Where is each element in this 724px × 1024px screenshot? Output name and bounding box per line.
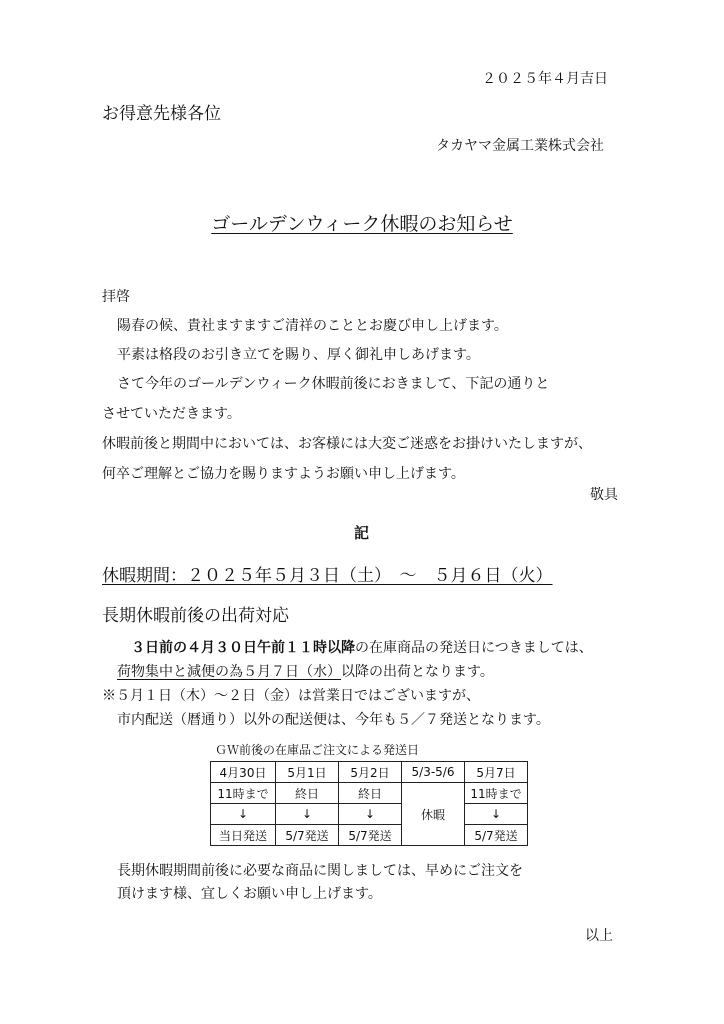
holiday-period: 休暇期間：２０２５年５月３日（土） ～ ５月６日（火） [102,566,553,586]
shipping-note-2: 市内配送（暦通り）以外の配送便は、今年も５／７発送となります。 [117,712,550,728]
sender-company: タカヤマ金属工業株式会社 [436,138,604,154]
down-arrow-icon: ↓ [339,804,402,825]
table-header-cell: 5/3-5/6 [402,762,465,783]
table-caption: ＧＷ前後の在庫品ご注文による発送日 [215,743,420,757]
body-line: 休暇前後と期間中においては、お客様には大変ご迷惑をお掛けいたしますが、 [102,436,592,452]
closing-salutation: 敬具 [590,487,618,503]
down-arrow-icon: ↓ [211,804,276,825]
recipient: お得意先様各位 [102,104,221,124]
shipping-resume-date: 荷物集中と減便の為５月７日（水） [117,664,341,680]
table-cell: 5/7発送 [276,825,339,846]
shipping-note-1: ※５月１日（木）～２日（金）は営業日ではございますが、 [102,688,480,704]
shipping-heading: 長期休暇前後の出荷対応 [102,606,289,626]
shipping-line-2 [117,664,494,680]
opening-salutation: 拝啓 [102,289,130,305]
document-date: ２０２５年４月吉日 [482,71,608,87]
footer-line-1: 長期休暇期間前後に必要な商品に関しましては、早めにご注文を [117,863,523,879]
shipping-line-1-rest: の在庫商品の発送日につきましては、 [355,640,593,656]
footer-line-2: 頂けます様、宜しくお願い申し上げます。 [117,886,382,902]
table-row [211,825,528,846]
table-row [211,804,528,825]
down-arrow-icon: ↓ [465,804,528,825]
shipping-cutoff: ３日前の４月３０日午前１１時以降 [131,640,355,656]
table-cell: 11時まで [211,783,276,804]
shipping-line-2-rest: 以降の出荷となります。 [341,664,494,680]
shipping-line-1 [131,640,593,656]
table-cell: 当日発送 [211,825,276,846]
page-title: ゴールデンウィーク休暇のお知らせ [211,213,513,235]
table-row [211,783,528,804]
body-line: 平素は格段のお引き立てを賜り、厚く御礼申しあげます。 [117,347,480,363]
table-cell: 11時まで [465,783,528,804]
ki-heading: 記 [354,524,370,542]
table-cell: 終日 [276,783,339,804]
holiday-cell: 休暇 [402,783,465,846]
body-line: 陽春の候、貴社ますますご清祥のこととお慶び申し上げます。 [117,318,508,334]
table-cell: 5/7発送 [339,825,402,846]
body-line: させていただきます。 [102,406,241,422]
table-header-cell: 5月1日 [276,762,339,783]
table-header-cell: 5月2日 [339,762,402,783]
body-line: 何卒ご理解とご協力を賜りますようお願い申し上げます。 [102,466,465,482]
table-cell: 5/7発送 [465,825,528,846]
shipping-schedule-table [210,761,528,846]
down-arrow-icon: ↓ [276,804,339,825]
table-cell: 終日 [339,783,402,804]
body-line: さて今年のゴールデンウィーク休暇前後におきまして、下記の通りと [117,376,550,392]
table-row [211,762,528,783]
table-header-cell: 5月7日 [465,762,528,783]
end-mark: 以上 [585,928,613,944]
table-header-cell: 4月30日 [211,762,276,783]
